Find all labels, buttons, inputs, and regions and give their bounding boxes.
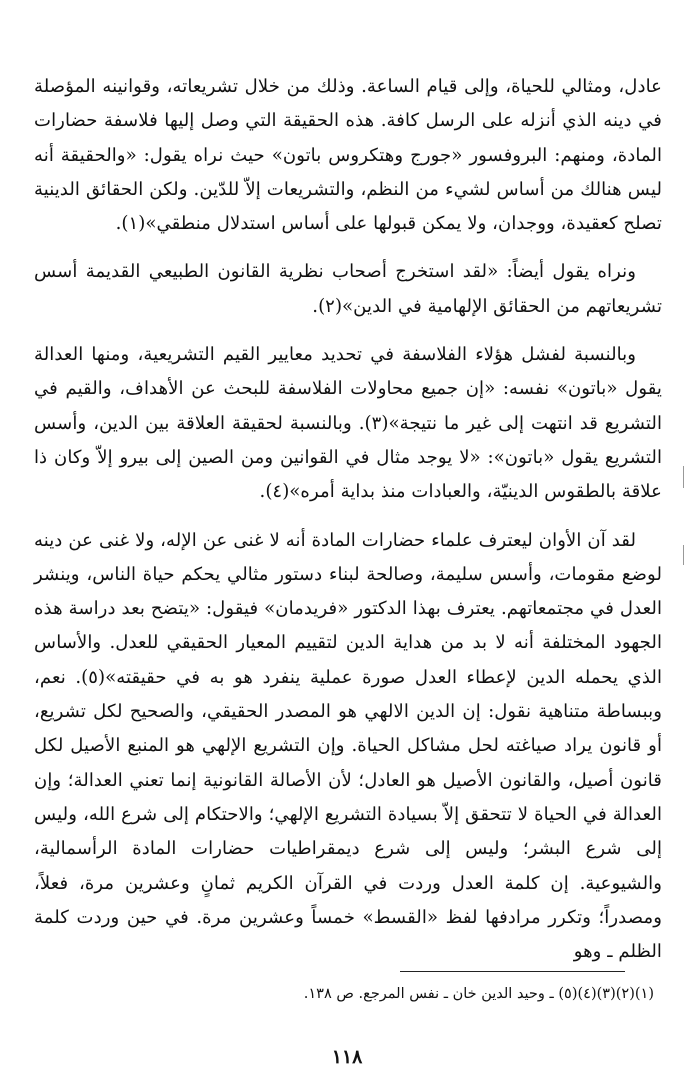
paragraph-1: عادل، ومثالي للحياة، وإلى قيام الساعة. وذلك من خلال تشريعاته، وقوانينه المؤصلة في دينه الذي أنزله على الرسل كافة. هذه الحقيقة التي وصل إليها فلاسفة حضارات المادة، ومنهم: البروفسور «جورج وهتكروس باتون» حيث نراه يقول: «والحقيقة أنه ليس هنالك من أساس لشيء من النظم، والتشريعات إلاّ للدّين. ولكن الحقائق الدينية تصلح كعقيدة، ووجدان، ولا يمكن قبولها على أساس استدلال منطقي»(١). [34,76,662,235]
margin-mark [683,466,684,488]
paragraph-3: وبالنسبة لفشل هؤلاء الفلاسفة في تحديد معايير القيم التشريعية، ومنها العدالة يقول «باتون» نفسه: «إن جميع محاولات الفلاسفة للبحث عن الأهداف، والقيم في التشريع قد انتهت إلى غير ما نتيجة»(٣). وبالنسبة لحقيقة العلاقة بين الدين، وأسس التشريع يقول «باتون»: «لا يوجد مثال في القوانين ومن الصين إلى بيرو إلاّ وكان ذا علاقة بالطقوس الدينيّة، والعبادات منذ بداية أمره»(٤). [34,344,663,503]
footnote-divider [400,971,625,972]
margin-mark [683,545,684,565]
page-number: ١١٨ [331,1046,363,1068]
paragraph-4: لقد آن الأوان ليعترف علماء حضارات المادة أنه لا غنى عن الإله، ولا غنى عن دينه لوضع مقومات، وأسس سليمة، وصالحة لبناء دستور مثالي يحكم حياة الناس، وينشر العدل في مجتمعاتهم. يعترف بهذا الدكتور «فريدمان» فيقول: «يتضح بعد دراسة هذه الجهود المختلفة أنه لا بد من هداية الدين لتقييم المعيار الحقيقي للعدل. والأساس الذي يحمله الدين لإعطاء العدل صورة عملية ينفرد هو به في حقيقته»(٥). نعم، وببساطة متناهية نقول: إن الدين الالهي هو المصدر الحقيقي، والصحيح لكل تشريع، أو قانون يراد صياغته لحل مشاكل الحياة. وإن التشريع الإلهي هو المنبع الأصيل لكل قانون أصيل، والقانون الأصيل هو العادل؛ لأن الأصالة القانونية إنما تعني العدالة؛ وإن العدالة في الحياة لا تتحقق إلاّ بسيادة التشريع الإلهي؛ والاحتكام إلى شرع الله، وليس إلى شرع البشر؛ وليس إلى شرع ديمقراطيات حضارات المادة الرأسمالية، والشيوعية. إن كلمة العدل وردت في القرآن الكريم ثمانٍ وعشرين مرة، فعلاً، ومصدراً؛ وتكرر مرادفها لفظ «القسط» خمساً وعشرين مرة. في حين وردت كلمة الظلم ـ وهو [34,529,662,963]
paragraph-2: ونراه يقول أيضاً: «لقد استخرج أصحاب نظرية القانون الطبيعي القديمة أسس تشريعاتهم من الحقائق الإلهامية في الدين»(٢). [34,261,662,317]
page-body [34,70,662,983]
footnote: (١)(٢)(٣)(٤)(٥) ـ وحيد الدين خان ـ نفس المرجع. ص ١٣٨. [303,986,654,1002]
